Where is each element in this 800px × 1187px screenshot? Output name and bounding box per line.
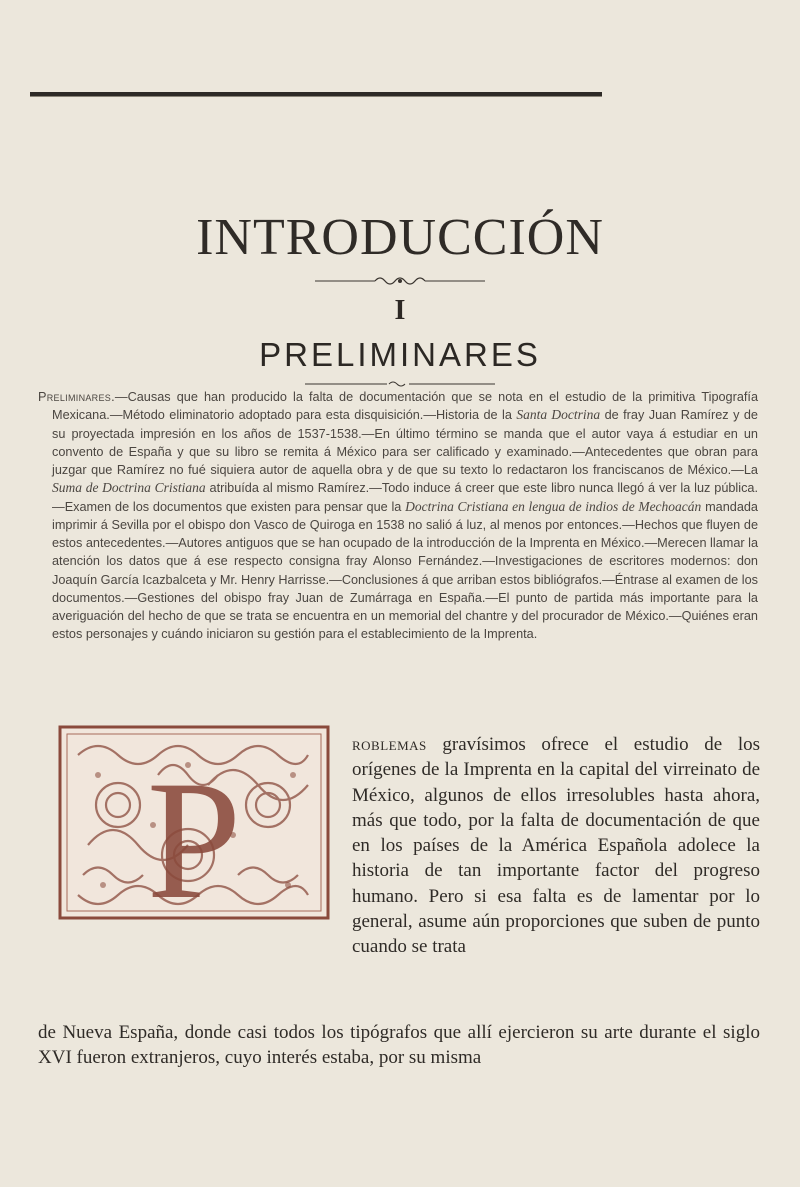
opening-small-caps: roblemas <box>352 734 427 755</box>
summary-lead: Preliminares. <box>38 390 115 404</box>
summary-paragraph <box>38 388 758 644</box>
section-title: PRELIMINARES <box>259 336 541 373</box>
summary-text: —Causas que han producido la falta de documentación que se nota en el estudio de la primitiva Tipografía Mexicana.—Método eliminatorio adoptado para esta disquisición.—Historia de la <box>52 390 758 423</box>
body-continuation <box>38 1020 760 1071</box>
chapter-summary <box>38 388 758 644</box>
body-column <box>352 732 760 960</box>
top-rule <box>30 92 602 97</box>
summary-italic-title: Santa Doctrina <box>516 407 601 423</box>
title-ornament <box>315 274 485 288</box>
initial-letter: P <box>146 746 242 920</box>
summary-text: atribuída al mismo Ramírez.—Todo induce á creer que este libro nunca llegó á ver la luz pública.—Examen de los documentos que existen para pensar que la <box>52 481 758 514</box>
section-number: I <box>394 295 406 326</box>
body-paragraph-continuation: de Nueva España, donde casi todos los tipógrafos que allí ejercieron su arte durante el siglo XVI fueron extranjeros, cuyo interés estaba, por su misma <box>38 1022 760 1069</box>
summary-italic-title: Suma de Doctrina Cristiana <box>52 480 206 496</box>
page-title: INTRODUCCIÓN <box>196 209 604 266</box>
summary-text: de fray Juan Ramírez y de su proyectada impresión en los años de 1537-1538.—En último término se manda que el autor vaya á estudiar en un convento de España y que su libro se remita á México para ser calificado y examinado.—Antecedentes que obran para juzgar que Ramírez no fué siquiera autor de aquella obra y de que su texto lo redactaron los franciscanos de México.—La <box>52 408 758 477</box>
summary-text: mandada imprimir á Sevilla por el obispo don Vasco de Quiroga en 1538 no salió á luz, al menos por entonces.—Hechos que fluyen de estos antecedentes.—Autores antiguos que se han ocupado de la introducción de la Imprenta en México.—Merecen llamar la atención los datos que á ese respecto consigna fray Alonso Fernández.—Investigaciones de escritores modernos: don Joaquín García Icazbalceta y Mr. Henry Harrisse.—Conclusiones á que arriban estos bibliógrafos.—Éntrase al examen de los documentos.—Gestiones del obispo fray Juan de Zumárraga en España.—El punto de partida más importante para la averiguación del hecho de que se trata se encuentra en un memorial del chantre y del procurador de México.—Quiénes eran estos personajes y cuándo iniciaron su gestión para el establecimiento de la Imprenta. <box>52 499 758 642</box>
decorated-initial-p <box>58 725 330 920</box>
summary-italic-title: Doctrina Cristiana en lengua de indios de Mechoacán <box>405 498 702 514</box>
body-paragraph-start: gravísimos ofrece el estudio de los orígenes de la Imprenta en la capital del virreinato de México, algunos de ellos irresolubles hasta ahora, más que todo, por la falta de documentación de que en los países de la América Española adolece la historia de tan importante factor del progreso humano. Pero si esa falta es de lamentar por lo general, asume aún proporciones que suben de punto cuando se trata <box>352 734 760 958</box>
